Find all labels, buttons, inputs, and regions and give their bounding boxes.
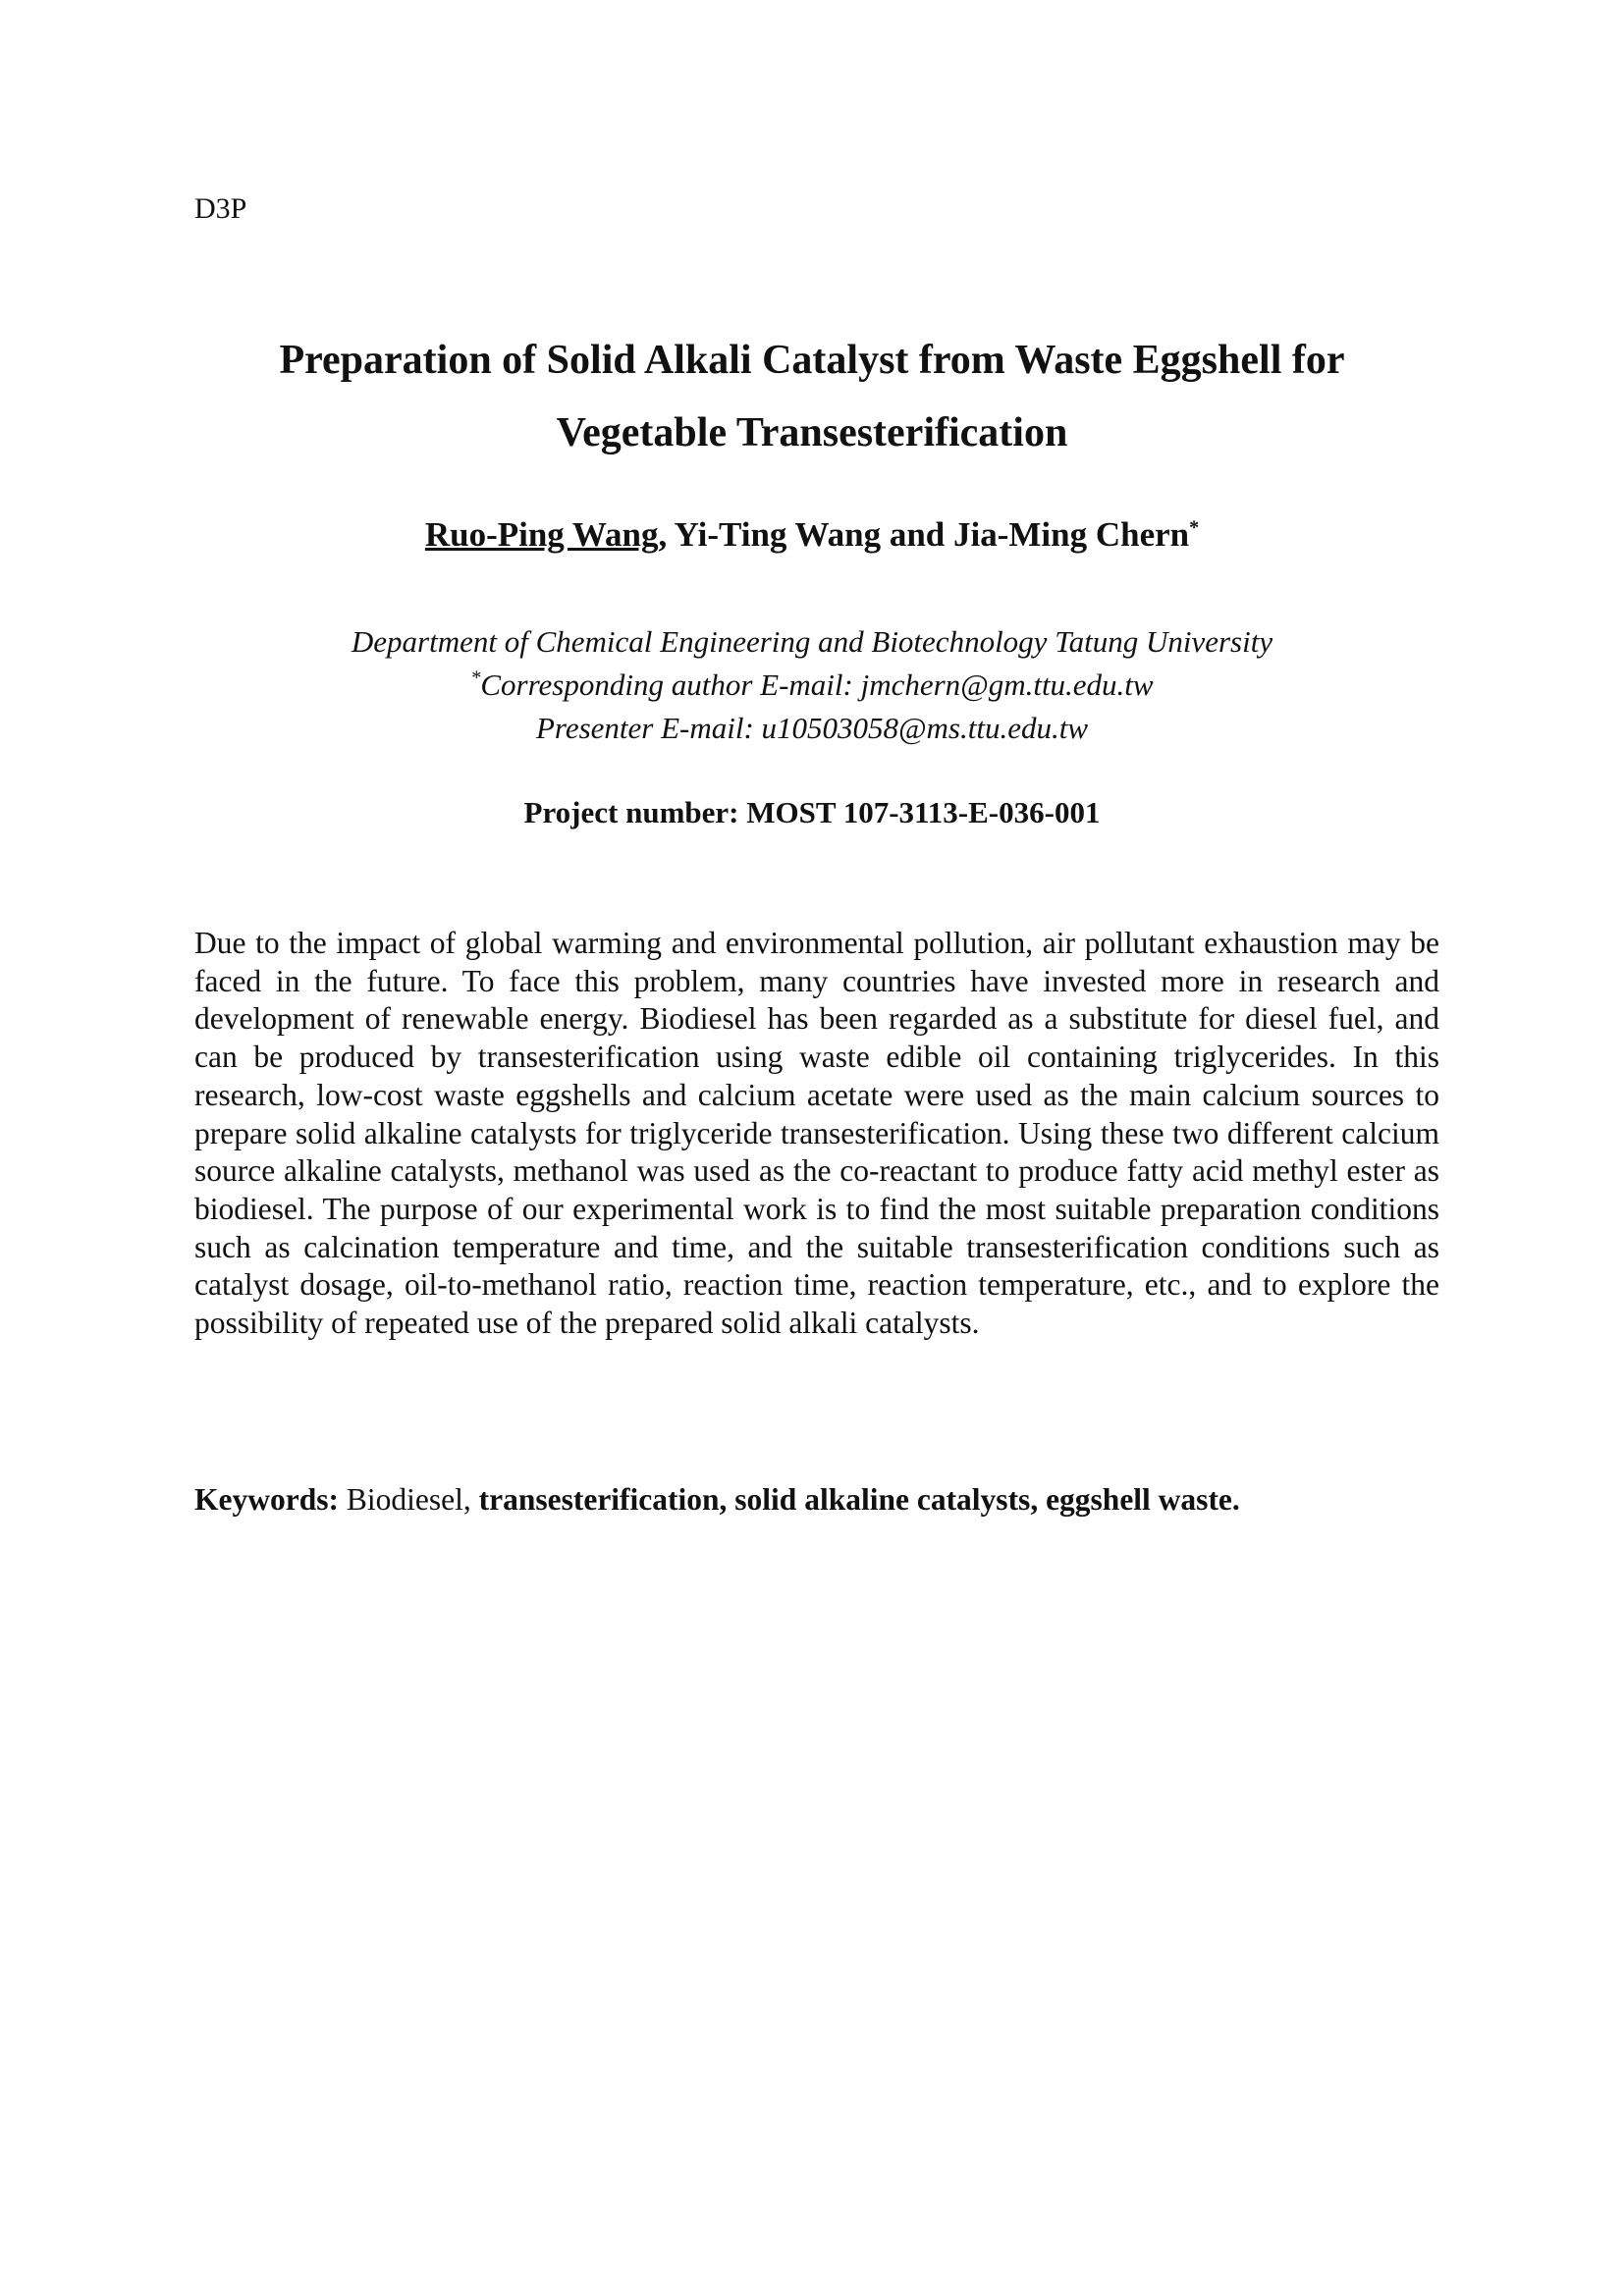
corresponding-marker-affil: * bbox=[470, 667, 481, 689]
presenter-author: Ruo-Ping Wang, bbox=[424, 515, 668, 554]
corresponding-marker: * bbox=[1189, 516, 1200, 539]
project-number: Project number: MOST 107-3113-E-036-001 bbox=[523, 795, 1101, 829]
keywords-rest: transesterification, solid alkaline catalysts, eggshell waste. bbox=[478, 1482, 1240, 1517]
keywords-line bbox=[194, 1480, 1439, 1520]
corresponding-email: Corresponding author E-mail: jmchern@gm.ttu.edu.tw bbox=[480, 667, 1154, 702]
department: Department of Chemical Engineering and Biotechnology Tatung University bbox=[351, 624, 1273, 659]
title-line-1: Preparation of Solid Alkali Catalyst from Waste Eggshell for bbox=[279, 338, 1345, 383]
author-list bbox=[147, 510, 1477, 560]
affiliation-block bbox=[147, 620, 1477, 750]
abstract-text: Due to the impact of global warming and environmental pollution, air pollutant exhaustion may be faced in the future. To face this problem, many countries have invested more in research and development of renewable energy. Biodiesel has been regarded as a substitute for diesel fuel, and can be produced by transesterification using waste edible oil containing triglycerides. In this research, low-cost waste eggshells and calcium acetate were used as the main calcium sources to prepare solid alkaline catalysts for triglyceride transesterification. Using these two different calcium source alkaline catalysts, methanol was used as the co-reactant to produce fatty acid methyl ester as biodiesel. The purpose of our experimental work is to find the most suitable preparation conditions such as calcination temperature and time, and the suitable transesterification conditions such as catalyst dosage, oil-to-methanol ratio, reaction time, reaction temperature, etc., and to explore the possibility of repeated use of the prepared solid alkali catalysts. bbox=[194, 926, 1439, 1341]
keyword-first: Biodiesel, bbox=[338, 1482, 479, 1517]
title-line-2: Vegetable Transesterification bbox=[556, 410, 1068, 455]
presenter-email: Presenter E-mail: u10503058@ms.ttu.edu.tw bbox=[535, 711, 1089, 745]
co-authors: Yi-Ting Wang and Jia-Ming Chern bbox=[667, 515, 1190, 554]
session-code: D3P bbox=[194, 192, 247, 225]
corresponding-author-line bbox=[147, 664, 1477, 707]
paper-title bbox=[147, 324, 1477, 469]
keywords-label: Keywords: bbox=[194, 1482, 339, 1517]
